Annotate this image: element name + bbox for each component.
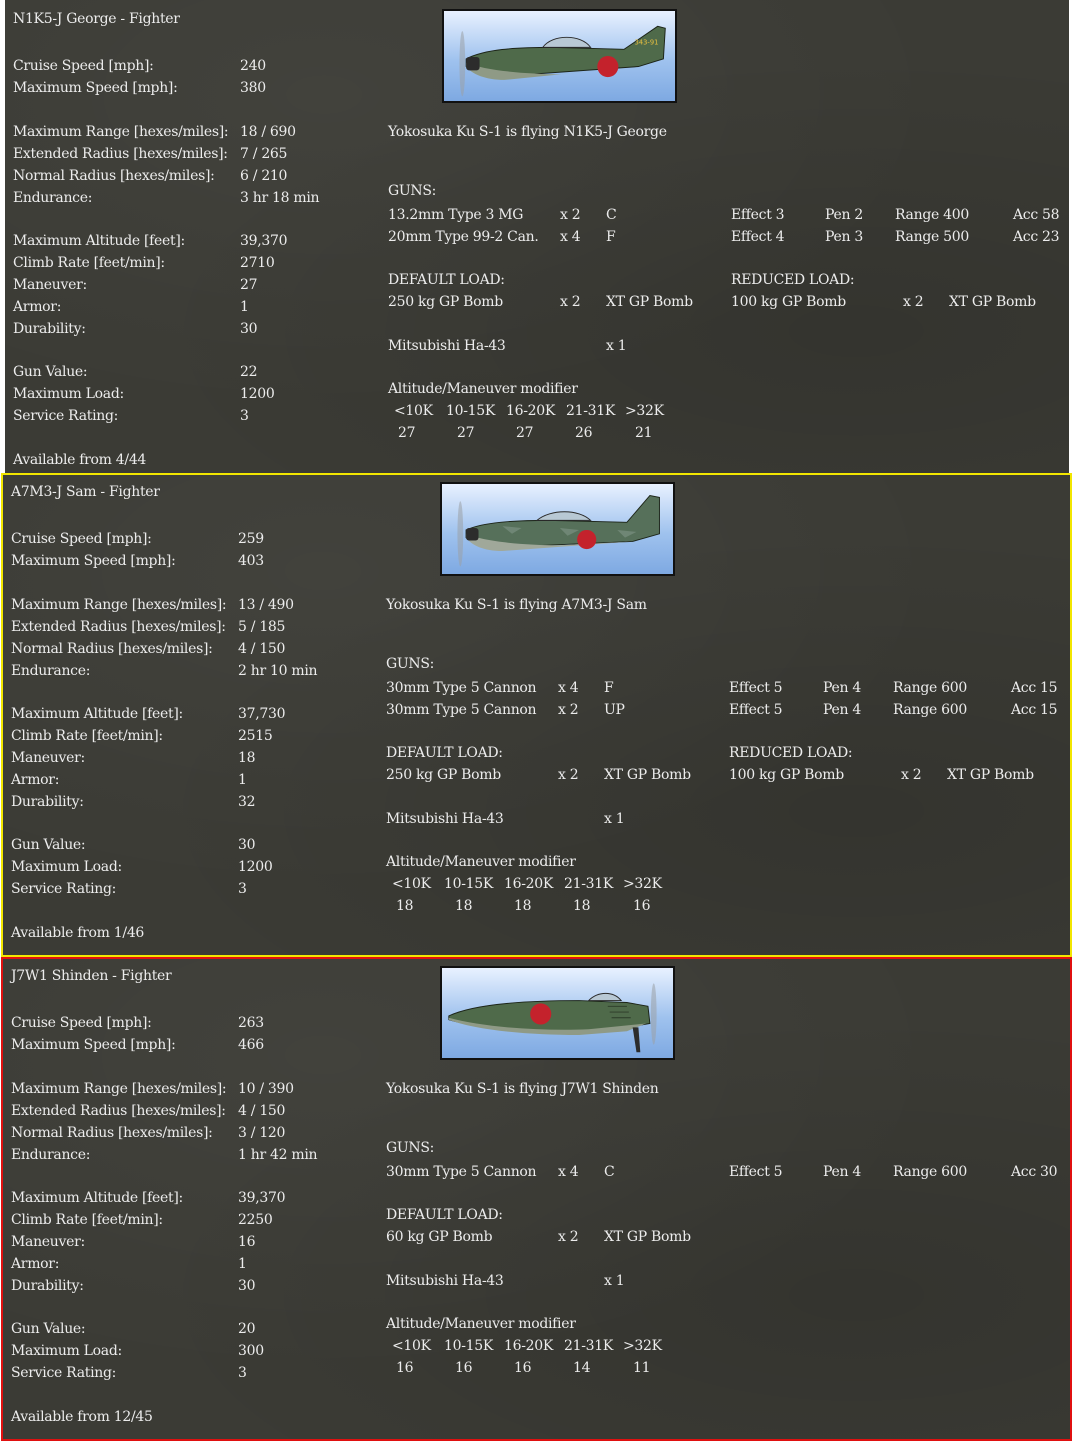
service-label: Service Rating:: [11, 1365, 117, 1381]
alt-modifier-header: Altitude/Maneuver modifier: [386, 1316, 576, 1332]
max-range-value: 13 / 490: [238, 597, 294, 613]
gun-name: 30mm Type 5 Cannon: [386, 1164, 537, 1180]
flying-unit-text: Yokosuka Ku S-1 is flying N1K5-J George: [388, 124, 667, 140]
svg-text:343-91: 343-91: [634, 38, 659, 47]
guns-header: GUNS:: [388, 183, 437, 199]
gun-pen: Pen 2: [825, 207, 863, 223]
alt-value: 18: [573, 898, 591, 914]
default-load-name: 60 kg GP Bomb: [386, 1229, 493, 1245]
max-speed-value: 403: [238, 553, 264, 569]
reduced-load-count: x 2: [901, 767, 922, 783]
gun-count: x 4: [558, 1164, 579, 1180]
default-load-type: XT GP Bomb: [604, 767, 691, 783]
max-speed-value: 466: [238, 1037, 264, 1053]
alt-band: >32K: [623, 1338, 662, 1354]
engine-name: Mitsubishi Ha-43: [386, 811, 504, 827]
available-from: Available from 4/44: [13, 452, 147, 468]
alt-band: 16-20K: [506, 403, 556, 419]
reduced-load-name: 100 kg GP Bomb: [729, 767, 844, 783]
alt-value: 26: [575, 425, 593, 441]
alt-value: 27: [398, 425, 416, 441]
cruise-speed-label: Cruise Speed [mph]:: [11, 531, 152, 547]
climb-label: Climb Rate [feet/min]:: [13, 255, 165, 271]
gun-effect: Effect 5: [729, 1164, 783, 1180]
climb-value: 2515: [238, 728, 273, 744]
default-load-header: DEFAULT LOAD:: [388, 272, 505, 288]
max-speed-label: Maximum Speed [mph]:: [11, 553, 176, 569]
engine-count: x 1: [606, 338, 627, 354]
service-value: 3: [238, 881, 247, 897]
reduced-load-header: REDUCED LOAD:: [731, 272, 855, 288]
aircraft-panel-j7w1: [1, 957, 1072, 1441]
gun-count: x 4: [560, 229, 581, 245]
gun-value-label: Gun Value:: [11, 1321, 86, 1337]
gun-count: x 2: [560, 207, 581, 223]
reduced-load-type: XT GP Bomb: [947, 767, 1034, 783]
available-from: Available from 12/45: [11, 1409, 153, 1425]
service-value: 3: [240, 408, 249, 424]
gun-effect: Effect 5: [729, 680, 783, 696]
aircraft-image-a7m3j: [440, 482, 675, 576]
max-load-label: Maximum Load:: [11, 859, 122, 875]
alt-value: 14: [573, 1360, 591, 1376]
max-speed-label: Maximum Speed [mph]:: [11, 1037, 176, 1053]
maneuver-value: 18: [238, 750, 256, 766]
gun-count: x 2: [558, 702, 579, 718]
endurance-value: 3 hr 18 min: [240, 190, 320, 206]
durability-label: Durability:: [11, 1278, 84, 1294]
durability-value: 32: [238, 794, 256, 810]
gun-position: F: [606, 229, 616, 245]
climb-label: Climb Rate [feet/min]:: [11, 1212, 163, 1228]
aircraft-image-n1k5j: [442, 9, 677, 103]
alt-band: 21-31K: [564, 1338, 614, 1354]
aircraft-title: N1K5-J George - Fighter: [13, 11, 180, 27]
maneuver-value: 27: [240, 277, 258, 293]
gun-value-value: 20: [238, 1321, 256, 1337]
endurance-value: 1 hr 42 min: [238, 1147, 318, 1163]
cruise-speed-value: 259: [238, 531, 264, 547]
gun-pen: Pen 4: [823, 1164, 861, 1180]
ext-radius-label: Extended Radius [hexes/miles]:: [11, 619, 226, 635]
alt-value: 21: [635, 425, 653, 441]
alt-value: 27: [516, 425, 534, 441]
cruise-speed-value: 263: [238, 1015, 264, 1031]
gun-effect: Effect 4: [731, 229, 785, 245]
maneuver-label: Maneuver:: [11, 1234, 85, 1250]
alt-band: 10-15K: [444, 1338, 494, 1354]
max-alt-label: Maximum Altitude [feet]:: [11, 1190, 183, 1206]
maneuver-label: Maneuver:: [13, 277, 87, 293]
alt-value: 18: [396, 898, 414, 914]
aircraft-panel-a7m3j: [1, 473, 1072, 957]
gun-range: Range 600: [893, 680, 967, 696]
durability-value: 30: [238, 1278, 256, 1294]
gun-position: F: [604, 680, 614, 696]
gun-acc: Acc 58: [1013, 207, 1060, 223]
gun-value-label: Gun Value:: [13, 364, 88, 380]
gun-pen: Pen 4: [823, 702, 861, 718]
service-label: Service Rating:: [13, 408, 119, 424]
default-load-header: DEFAULT LOAD:: [386, 745, 503, 761]
endurance-label: Endurance:: [13, 190, 93, 206]
default-load-count: x 2: [558, 1229, 579, 1245]
gun-pen: Pen 4: [823, 680, 861, 696]
armor-value: 1: [238, 772, 247, 788]
gun-range: Range 400: [895, 207, 969, 223]
durability-label: Durability:: [11, 794, 84, 810]
max-range-value: 18 / 690: [240, 124, 296, 140]
gun-name: 13.2mm Type 3 MG: [388, 207, 524, 223]
aircraft-image-j7w1: [440, 966, 675, 1060]
max-alt-label: Maximum Altitude [feet]:: [11, 706, 183, 722]
gun-value-label: Gun Value:: [11, 837, 86, 853]
gun-name: 30mm Type 5 Cannon: [386, 702, 537, 718]
max-alt-value: 39,370: [240, 233, 288, 249]
alt-band: 10-15K: [446, 403, 496, 419]
engine-count: x 1: [604, 1273, 625, 1289]
gun-value-value: 22: [240, 364, 258, 380]
default-load-header: DEFAULT LOAD:: [386, 1207, 503, 1223]
gun-position: C: [604, 1164, 615, 1180]
ext-radius-value: 7 / 265: [240, 146, 288, 162]
cruise-speed-value: 240: [240, 58, 266, 74]
armor-value: 1: [238, 1256, 247, 1272]
norm-radius-value: 4 / 150: [238, 641, 286, 657]
alt-band: <10K: [394, 403, 433, 419]
alt-band: <10K: [392, 876, 431, 892]
reduced-load-type: XT GP Bomb: [949, 294, 1036, 310]
endurance-label: Endurance:: [11, 663, 91, 679]
max-alt-value: 39,370: [238, 1190, 286, 1206]
service-value: 3: [238, 1365, 247, 1381]
engine-name: Mitsubishi Ha-43: [386, 1273, 504, 1289]
max-range-label: Maximum Range [hexes/miles]:: [13, 124, 229, 140]
durability-value: 30: [240, 321, 258, 337]
gun-acc: Acc 30: [1011, 1164, 1058, 1180]
gun-range: Range 600: [893, 1164, 967, 1180]
alt-band: 10-15K: [444, 876, 494, 892]
gun-name: 30mm Type 5 Cannon: [386, 680, 537, 696]
fighter-silhouette-icon: [442, 484, 673, 574]
gun-range: Range 600: [893, 702, 967, 718]
max-alt-label: Maximum Altitude [feet]:: [13, 233, 185, 249]
armor-value: 1: [240, 299, 249, 315]
max-range-value: 10 / 390: [238, 1081, 294, 1097]
norm-radius-value: 6 / 210: [240, 168, 288, 184]
default-load-name: 250 kg GP Bomb: [388, 294, 503, 310]
gun-acc: Acc 23: [1013, 229, 1060, 245]
gun-position: UP: [604, 702, 625, 718]
durability-label: Durability:: [13, 321, 86, 337]
gun-name: 20mm Type 99-2 Can.: [388, 229, 539, 245]
endurance-label: Endurance:: [11, 1147, 91, 1163]
alt-band: 21-31K: [564, 876, 614, 892]
alt-modifier-header: Altitude/Maneuver modifier: [388, 381, 578, 397]
default-load-type: XT GP Bomb: [606, 294, 693, 310]
alt-modifier-header: Altitude/Maneuver modifier: [386, 854, 576, 870]
gun-effect: Effect 3: [731, 207, 785, 223]
default-load-count: x 2: [558, 767, 579, 783]
alt-band: >32K: [625, 403, 664, 419]
max-alt-value: 37,730: [238, 706, 286, 722]
norm-radius-label: Normal Radius [hexes/miles]:: [11, 1125, 213, 1141]
alt-value: 18: [455, 898, 473, 914]
max-range-label: Maximum Range [hexes/miles]:: [11, 597, 227, 613]
armor-label: Armor:: [11, 1256, 60, 1272]
maneuver-label: Maneuver:: [11, 750, 85, 766]
ext-radius-label: Extended Radius [hexes/miles]:: [11, 1103, 226, 1119]
alt-value: 18: [514, 898, 532, 914]
alt-value: 27: [457, 425, 475, 441]
aircraft-title: A7M3-J Sam - Fighter: [11, 484, 160, 500]
alt-value: 16: [633, 898, 651, 914]
alt-band: >32K: [623, 876, 662, 892]
norm-radius-label: Normal Radius [hexes/miles]:: [13, 168, 215, 184]
default-load-name: 250 kg GP Bomb: [386, 767, 501, 783]
ext-radius-value: 5 / 185: [238, 619, 286, 635]
alt-value: 16: [455, 1360, 473, 1376]
endurance-value: 2 hr 10 min: [238, 663, 318, 679]
default-load-type: XT GP Bomb: [604, 1229, 691, 1245]
reduced-load-name: 100 kg GP Bomb: [731, 294, 846, 310]
max-range-label: Maximum Range [hexes/miles]:: [11, 1081, 227, 1097]
gun-range: Range 500: [895, 229, 969, 245]
ext-radius-label: Extended Radius [hexes/miles]:: [13, 146, 228, 162]
gun-position: C: [606, 207, 617, 223]
norm-radius-value: 3 / 120: [238, 1125, 286, 1141]
engine-count: x 1: [604, 811, 625, 827]
alt-band: <10K: [392, 1338, 431, 1354]
cruise-speed-label: Cruise Speed [mph]:: [13, 58, 154, 74]
alt-band: 16-20K: [504, 876, 554, 892]
alt-band: 16-20K: [504, 1338, 554, 1354]
max-speed-value: 380: [240, 80, 266, 96]
cruise-speed-label: Cruise Speed [mph]:: [11, 1015, 152, 1031]
guns-header: GUNS:: [386, 656, 435, 672]
gun-acc: Acc 15: [1011, 702, 1058, 718]
norm-radius-label: Normal Radius [hexes/miles]:: [11, 641, 213, 657]
armor-label: Armor:: [13, 299, 62, 315]
max-load-label: Maximum Load:: [11, 1343, 122, 1359]
gun-pen: Pen 3: [825, 229, 863, 245]
flying-unit-text: Yokosuka Ku S-1 is flying A7M3-J Sam: [386, 597, 647, 613]
fighter-silhouette-icon: [444, 11, 675, 101]
engine-name: Mitsubishi Ha-43: [388, 338, 506, 354]
reduced-load-count: x 2: [903, 294, 924, 310]
alt-band: 21-31K: [566, 403, 616, 419]
climb-label: Climb Rate [feet/min]:: [11, 728, 163, 744]
gun-count: x 4: [558, 680, 579, 696]
climb-value: 2250: [238, 1212, 273, 1228]
max-load-value: 1200: [238, 859, 273, 875]
max-load-value: 300: [238, 1343, 264, 1359]
default-load-count: x 2: [560, 294, 581, 310]
max-load-label: Maximum Load:: [13, 386, 124, 402]
flying-unit-text: Yokosuka Ku S-1 is flying J7W1 Shinden: [386, 1081, 659, 1097]
alt-value: 16: [396, 1360, 414, 1376]
aircraft-title: J7W1 Shinden - Fighter: [11, 968, 172, 984]
max-load-value: 1200: [240, 386, 275, 402]
maneuver-value: 16: [238, 1234, 256, 1250]
max-speed-label: Maximum Speed [mph]:: [13, 80, 178, 96]
ext-radius-value: 4 / 150: [238, 1103, 286, 1119]
armor-label: Armor:: [11, 772, 60, 788]
aircraft-panel-n1k5j: [5, 0, 1069, 473]
alt-value: 16: [514, 1360, 532, 1376]
gun-acc: Acc 15: [1011, 680, 1058, 696]
gun-value-value: 30: [238, 837, 256, 853]
guns-header: GUNS:: [386, 1140, 435, 1156]
canard-fighter-silhouette-icon: [442, 968, 673, 1058]
reduced-load-header: REDUCED LOAD:: [729, 745, 853, 761]
climb-value: 2710: [240, 255, 275, 271]
alt-value: 11: [633, 1360, 651, 1376]
available-from: Available from 1/46: [11, 925, 145, 941]
gun-effect: Effect 5: [729, 702, 783, 718]
service-label: Service Rating:: [11, 881, 117, 897]
